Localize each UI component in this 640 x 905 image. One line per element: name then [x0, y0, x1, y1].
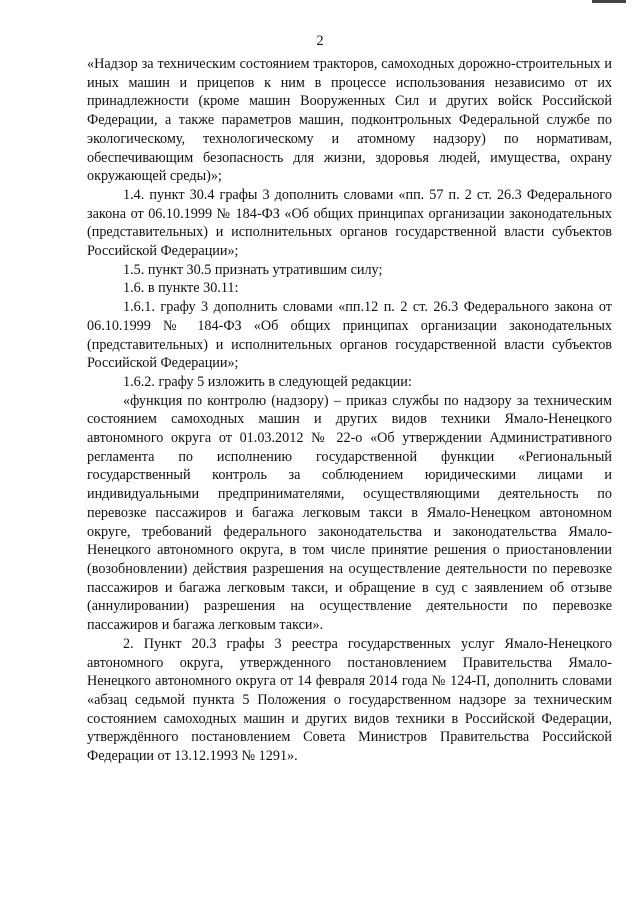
paragraph-8: 2. Пункт 20.3 графы 3 реестра государственных услуг Ямало-Ненецкого автономного округа, утвержденного постановлением Правительства Ямало-Ненецкого автономного округа от 14 февраля 2014 года № 124-П, дополнить словами «абзац седьмой пункта 5 Положения о государственном надзоре за техническим состоянием самоходных машин и других видов техники в Российской Федерации, утверждённого постановлением Совета Министров Правительства Российской Федерации от 13.12.1993 № 1291».: [87, 635, 612, 765]
paragraph-6: 1.6.2. графу 5 изложить в следующей редакции:: [123, 373, 412, 390]
page-number: 2: [316, 33, 324, 49]
document-body: [87, 55, 612, 766]
paragraph-5: 1.6.1. графу 3 дополнить словами «пп.12 п. 2 ст. 26.3 Федерального закона от 06.10.1999 № 184-ФЗ «Об общих принципах организации законодательных (представительных) и исполнительных органов государственной власти субъектов Российской Федерации»;: [87, 299, 612, 372]
scan-corner-mark: [592, 0, 626, 3]
paragraph-7: «функция по контролю (надзору) – приказ службы по надзору за техническим состоянием самоходных машин и других видов техники Ямало-Ненецкого автономного округа от 01.03.2012 № 22-о «Об утверждении Административного регламента по исполнению государственной функции «Региональный государственный контроль за соблюдением юридическими лицами и индивидуальными предпринимателями, осуществляющими деятельность по перевозке пассажиров и багажа легковым такси в Ямало-Ненецком автономном округе, требований федерального законодательства и законодательства Ямало-Ненецкого автономного округа, в том числе принятие решения о приостановлении (возобновлении) действия разрешения на осуществление деятельности по перевозке пассажиров и багажа легковым такси, и обращение в суд с заявлением об отзыве (аннулировании) разрешения на осуществление деятельности по перевозке пассажиров и багажа легковым такси».: [87, 392, 612, 634]
paragraph-1: «Надзор за техническим состоянием тракторов, самоходных дорожно-строительных и иных машин и прицепов к ним в процессе использования независимо от их принадлежности (кроме машин Вооруженных Сил и других войск Российской Федерации, а также параметров машин, подконтрольных Федеральной службе по экологическому, технологическому и атомному надзору) по нормативам, обеспечивающим безопасность для жизни, здоровья людей, имущества, охрану окружающей среды)»;: [87, 56, 612, 185]
paragraph-2: 1.4. пункт 30.4 графы 3 дополнить словами «пп. 57 п. 2 ст. 26.3 Федерального закона от 06.10.1999 № 184-ФЗ «Об общих принципах организации законодательных (представительных) и исполнительных органов государственной власти субъектов Российской Федерации»;: [87, 186, 612, 260]
paragraph-3: 1.5. пункт 30.5 признать утратившим силу;: [123, 261, 383, 278]
paragraph-4: 1.6. в пункте 30.11:: [123, 280, 239, 297]
